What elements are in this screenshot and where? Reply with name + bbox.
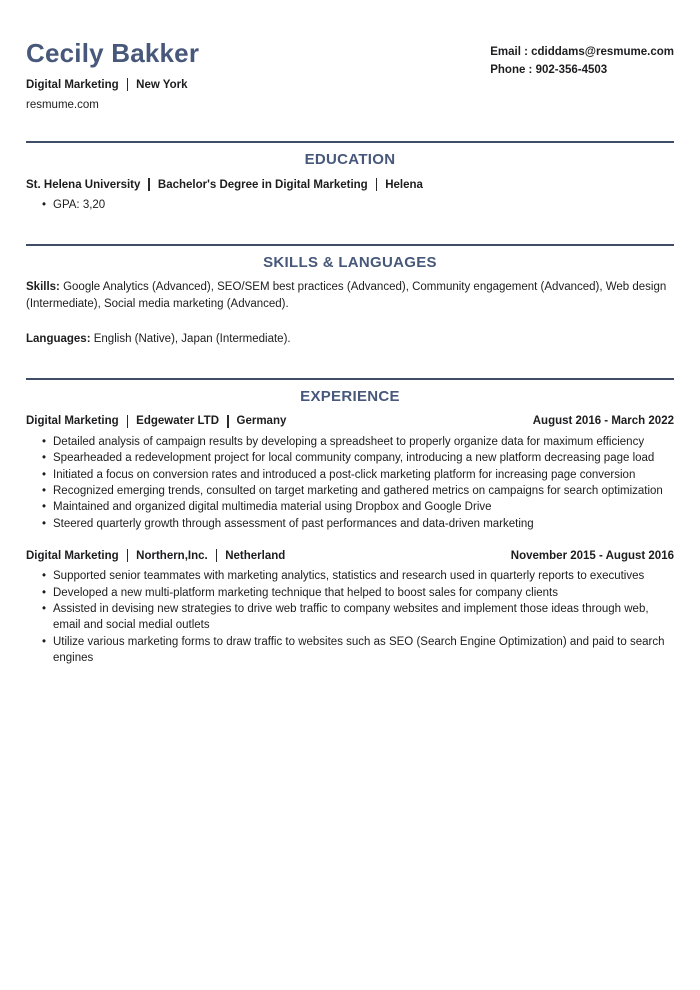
- job-title: [26, 549, 285, 562]
- pipe-separator: [127, 415, 129, 428]
- skills-paragraph: [26, 279, 674, 313]
- languages-text: English (Native), Japan (Intermediate).: [90, 332, 291, 345]
- job-bullets: [26, 434, 674, 532]
- job-bullet: • Steered quarterly growth through assessment of past performances and data-driven marketing: [42, 516, 674, 532]
- job-bullet: • Initiated a focus on conversion rates and introduced a post-click marketing platform for increasing page conversion: [42, 467, 674, 483]
- contact-email: Email : cdiddams@resmume.com: [490, 46, 674, 58]
- skills-languages-section: [26, 244, 674, 348]
- job-bullet: • Maintained and organized digital multimedia material using Dropbox and Google Drive: [42, 499, 674, 515]
- experience-job-1: [26, 415, 674, 532]
- job-location: Netherland: [225, 549, 286, 562]
- languages-paragraph: [26, 331, 674, 348]
- pipe-separator: [127, 78, 129, 91]
- job-dates: November 2015 - August 2016: [510, 549, 674, 562]
- experience-job-2: [26, 549, 674, 666]
- candidate-name: Cecily Bakker: [26, 38, 200, 68]
- job-header: [26, 549, 674, 562]
- job-title: [26, 415, 286, 428]
- resume-header: [26, 40, 674, 111]
- section-divider: [26, 141, 674, 143]
- job-bullets: [26, 568, 674, 666]
- job-bullet: • Supported senior teammates with marketing analytics, statistics and research used in quarterly reports to executives: [42, 568, 674, 584]
- job-role: Digital Marketing: [26, 549, 119, 562]
- job-bullet: • Detailed analysis of campaign results by developing a spreadsheet to properly organize data for maximum efficiency: [42, 434, 674, 450]
- education-bullets: [26, 197, 674, 213]
- contact-phone: Phone : 902-356-4503: [490, 64, 608, 77]
- pipe-separator: [127, 549, 129, 562]
- experience-title: EXPERIENCE: [300, 387, 400, 405]
- education-title: EDUCATION: [304, 151, 396, 169]
- pipe-separator: [216, 549, 218, 562]
- header-left: [26, 40, 199, 111]
- skills-text: Google Analytics (Advanced), SEO/SEM best practices (Advanced), Community engagement (Advanced), Web design (Intermediate), Social media marketing (Advanced).: [26, 280, 667, 310]
- candidate-subtitle: [26, 78, 199, 91]
- job-bullet: • Developed a new multi-platform marketing technique that helped to boost sales for company clients: [42, 585, 674, 601]
- pipe-separator: [376, 178, 378, 191]
- job-company: Edgewater LTD: [136, 415, 220, 428]
- job-bullet: • Recognized emerging trends, consulted on target marketing and gathered metrics on campaigns for search optimization: [42, 483, 674, 499]
- education-entry: [26, 178, 674, 191]
- education-school: St. Helena University: [26, 178, 141, 191]
- job-bullet: • Spearheaded a redevelopment project for local community company, introducing a new platform decreasing page load: [42, 450, 674, 466]
- job-bullet: • Utilize various marketing forms to draw traffic to websites such as SEO (Search Engine Optimization) and paid to search engines: [42, 634, 674, 667]
- job-role: Digital Marketing: [26, 415, 119, 428]
- experience-section: [26, 378, 674, 667]
- skills-languages-title: SKILLS & LANGUAGES: [263, 253, 437, 271]
- job-dates: August 2016 - March 2022: [532, 415, 674, 428]
- job-header: [26, 415, 674, 428]
- languages-label: Languages:: [26, 332, 91, 345]
- candidate-role: Digital Marketing: [26, 78, 119, 91]
- section-divider: [26, 244, 674, 246]
- education-bullet: • GPA: 3,20: [42, 197, 674, 213]
- pipe-separator: [148, 178, 150, 191]
- education-section: [26, 141, 674, 213]
- skills-label: Skills:: [26, 280, 60, 293]
- pipe-separator: [227, 415, 229, 428]
- job-bullet: • Assisted in devising new strategies to drive web traffic to company websites and implement those ideas through web, email and social medial outlets: [42, 601, 674, 634]
- candidate-location: New York: [136, 78, 188, 91]
- education-location: Helena: [385, 178, 423, 191]
- section-divider: [26, 378, 674, 380]
- candidate-website: resmume.com: [26, 99, 99, 112]
- job-company: Northern,Inc.: [136, 549, 208, 562]
- contact-block: [490, 40, 674, 81]
- education-degree: Bachelor's Degree in Digital Marketing: [157, 178, 368, 191]
- job-location: Germany: [236, 415, 287, 428]
